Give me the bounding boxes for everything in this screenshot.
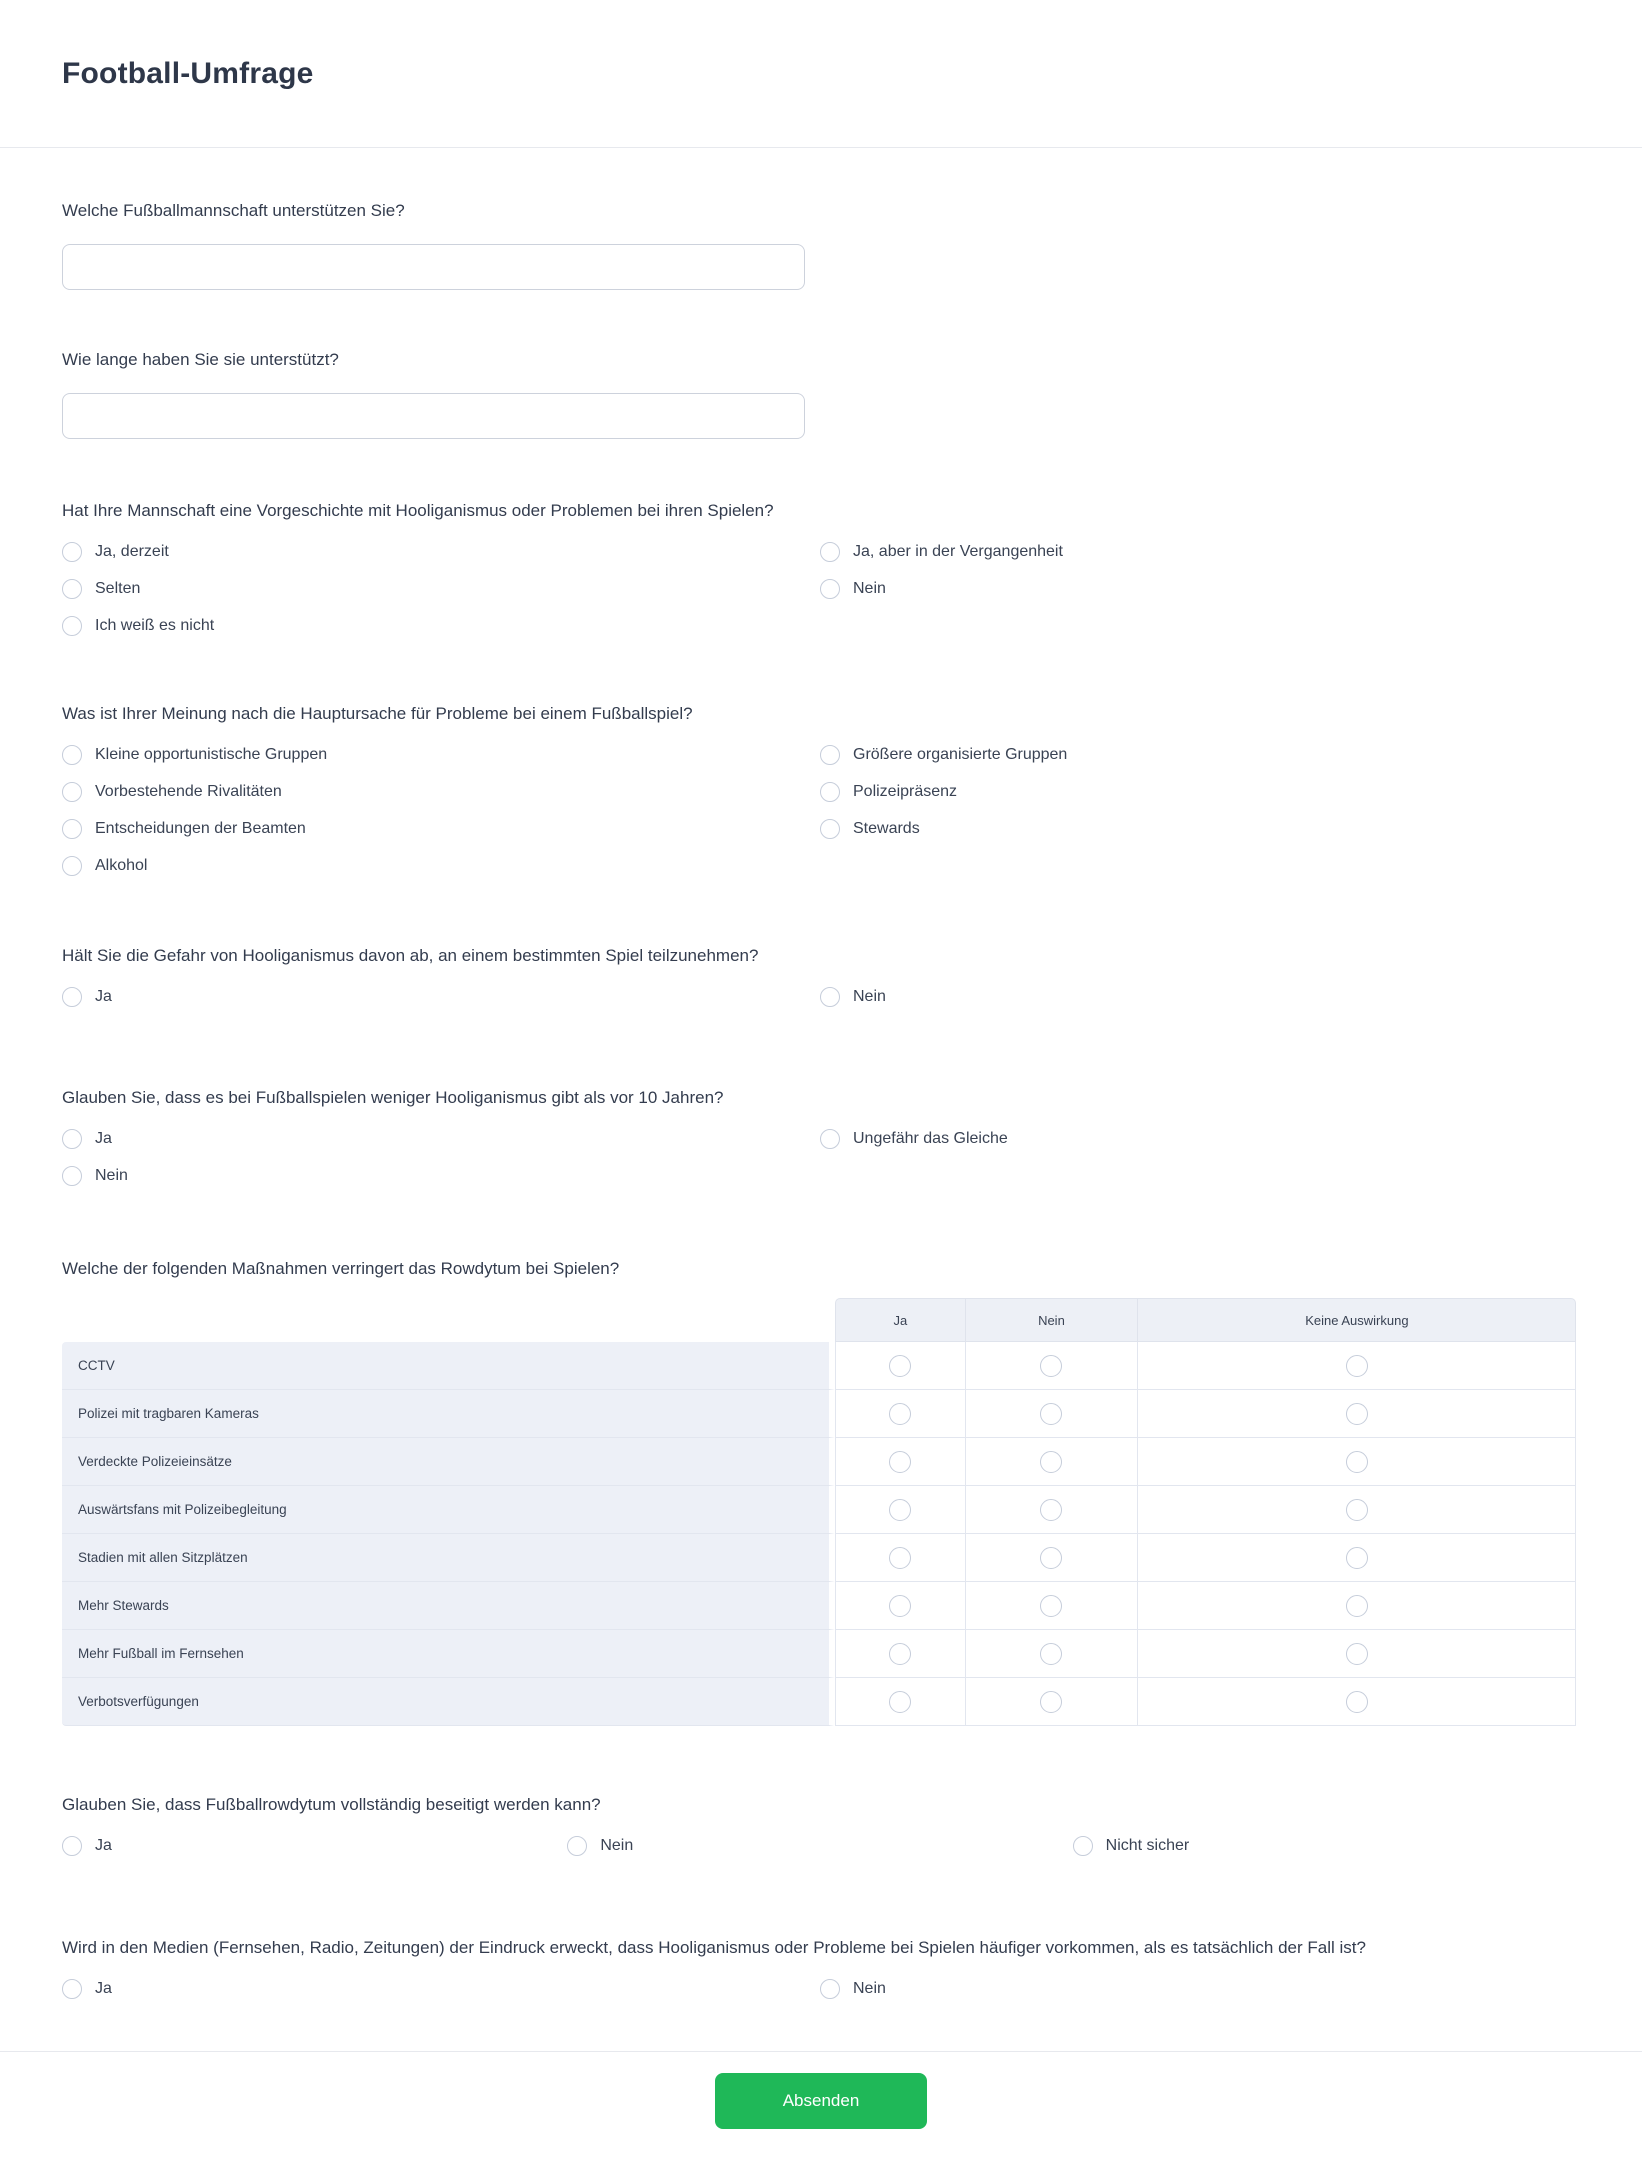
radio-icon[interactable] [62,542,82,562]
radio-group [62,987,1578,1007]
question-label: Was ist Ihrer Meinung nach die Hauptursache für Probleme bei einem Fußballspiel? [62,704,693,723]
question-media [62,1934,1578,1999]
matrix-cell-nein [966,1438,1139,1486]
radio-icon[interactable] [1346,1499,1368,1521]
radio-option-ja[interactable] [62,1979,112,1999]
radio-option-label: Größere organisierte Gruppen [853,746,1068,763]
radio-icon[interactable] [820,745,840,765]
radio-option-label: Alkohol [95,857,148,874]
question-label: Welche der folgenden Maßnahmen verringert das Rowdytum bei Spielen? [62,1259,620,1278]
question-label: Glauben Sie, dass es bei Fußballspielen weniger Hooliganismus gibt als vor 10 Jahren? [62,1088,724,1107]
radio-option-label: Stewards [853,820,920,837]
matrix-row-cctv [62,1342,1578,1390]
question-label: Glauben Sie, dass Fußballrowdytum vollständig beseitigt werden kann? [62,1795,601,1814]
radio-option-alkohol[interactable] [62,856,147,876]
matrix-row-label: Verbotsverfügungen [62,1678,835,1726]
radio-option-polizeipraesenz[interactable] [820,782,957,802]
question-label: Welche Fußballmannschaft unterstützen Sie? [62,201,405,220]
radio-icon[interactable] [1346,1595,1368,1617]
radio-icon[interactable] [62,987,82,1007]
question-label: Wird in den Medien (Fernsehen, Radio, Zeitungen) der Eindruck erweckt, dass Hooliganismus oder Probleme bei Spielen häufiger vorkommen, als es tatsächlich der Fall ist? [62,1938,1366,1957]
radio-icon[interactable] [1346,1691,1368,1713]
radio-icon[interactable] [1346,1403,1368,1425]
matrix-row-verbotsverfuegungen [62,1678,1578,1726]
matrix-cell-keine-auswirkung [1138,1342,1576,1390]
radio-option-ja-vergangenheit[interactable] [820,542,1063,562]
radio-option-label: Ja [95,1980,112,1997]
radio-icon[interactable] [1346,1355,1368,1377]
radio-icon[interactable] [889,1595,911,1617]
radio-option-label: Vorbestehende Rivalitäten [95,783,282,800]
question-team [62,197,1578,290]
radio-option-label: Ich weiß es nicht [95,617,215,634]
matrix-row-fernsehen [62,1630,1578,1678]
radio-icon[interactable] [889,1451,911,1473]
matrix-cell-keine-auswirkung [1138,1486,1576,1534]
radio-icon[interactable] [1040,1595,1062,1617]
radio-icon[interactable] [889,1643,911,1665]
radio-option-label: Nicht sicher [1105,1837,1190,1854]
matrix-column-header-ja: Ja [835,1298,965,1342]
radio-icon[interactable] [62,1836,82,1856]
matrix-column-header-keine-auswirkung: Keine Auswirkung [1138,1298,1576,1342]
question-history [62,497,1578,636]
radio-option-nein[interactable] [820,1979,886,1999]
radio-option-groessere-gruppen[interactable] [820,745,1067,765]
submit-button[interactable]: Absenden [715,2073,927,2129]
radio-option-label: Nein [600,1837,634,1854]
question-cause [62,700,1578,876]
radio-icon[interactable] [1040,1355,1062,1377]
matrix-row-mehr-stewards [62,1582,1578,1630]
matrix-row-label: Verdeckte Polizeieinsätze [62,1438,835,1486]
radio-option-label: Nein [853,988,886,1005]
radio-option-ungefaehr-gleich[interactable] [820,1129,1008,1149]
matrix-cell-ja [835,1342,965,1390]
matrix-row-verdeckte-einsaetze [62,1438,1578,1486]
matrix-cell-ja [835,1438,965,1486]
matrix-cell-ja [835,1630,965,1678]
radio-option-label: Selten [95,580,141,597]
radio-icon[interactable] [1040,1643,1062,1665]
radio-icon[interactable] [1346,1643,1368,1665]
radio-icon[interactable] [1040,1691,1062,1713]
radio-group [62,1979,1578,1999]
question-less-hooliganism [62,1084,1578,1186]
radio-icon[interactable] [820,542,840,562]
radio-icon[interactable] [1073,1836,1093,1856]
matrix-cell-nein [966,1678,1139,1726]
question-label: Hat Ihre Mannschaft eine Vorgeschichte mit Hooliganismus oder Problemen bei ihren Spielen? [62,501,774,520]
page-header [0,0,1642,148]
radio-icon[interactable] [62,856,82,876]
radio-option-nein[interactable] [567,1836,633,1856]
radio-icon[interactable] [62,616,82,636]
radio-icon[interactable] [62,1166,82,1186]
radio-icon[interactable] [820,987,840,1007]
radio-option-weiss-nicht[interactable] [62,616,214,636]
page-title: Football-Umfrage [62,56,314,90]
radio-icon[interactable] [1346,1547,1368,1569]
radio-option-selten[interactable] [62,579,140,599]
survey-form [0,148,1642,1999]
matrix-cell-ja [835,1486,965,1534]
radio-option-ja-derzeit[interactable] [62,542,169,562]
radio-icon[interactable] [62,1979,82,1999]
matrix-cell-keine-auswirkung [1138,1390,1576,1438]
radio-icon[interactable] [889,1499,911,1521]
radio-icon[interactable] [889,1403,911,1425]
matrix-header-spacer [62,1298,835,1342]
duration-input[interactable] [62,393,805,439]
radio-icon[interactable] [820,1129,840,1149]
radio-option-label: Ja, derzeit [95,543,169,560]
radio-option-ja[interactable] [62,1129,112,1149]
radio-option-label: Entscheidungen der Beamten [95,820,306,837]
radio-option-nein[interactable] [62,1166,128,1186]
matrix-cell-ja [835,1582,965,1630]
radio-icon[interactable] [1040,1547,1062,1569]
question-measures [62,1255,1578,1726]
matrix-cell-keine-auswirkung [1138,1582,1576,1630]
radio-icon[interactable] [62,782,82,802]
radio-icon[interactable] [1346,1451,1368,1473]
matrix-cell-nein [966,1486,1139,1534]
matrix-cell-nein [966,1582,1139,1630]
matrix-cell-keine-auswirkung [1138,1438,1576,1486]
matrix-header-row [62,1298,1578,1342]
matrix-table [62,1298,1578,1726]
radio-option-entscheidungen-beamten[interactable] [62,819,306,839]
team-input[interactable] [62,244,805,290]
matrix-row-label: Auswärtsfans mit Polizeibegleitung [62,1486,835,1534]
radio-option-label: Ja [95,1130,112,1147]
radio-option-label: Ja [95,988,112,1005]
question-duration [62,346,1578,439]
matrix-cell-nein [966,1534,1139,1582]
radio-icon[interactable] [62,819,82,839]
matrix-row-label: Polizei mit tragbaren Kameras [62,1390,835,1438]
radio-icon[interactable] [820,782,840,802]
matrix-row-label: Stadien mit allen Sitzplätzen [62,1534,835,1582]
matrix-column-header-nein: Nein [966,1298,1139,1342]
matrix-row-label: CCTV [62,1342,835,1390]
radio-option-label: Kleine opportunistische Gruppen [95,746,328,763]
matrix-cell-nein [966,1342,1139,1390]
radio-icon[interactable] [62,579,82,599]
radio-group [62,1129,1578,1186]
radio-icon[interactable] [889,1691,911,1713]
radio-icon[interactable] [1040,1499,1062,1521]
radio-icon[interactable] [62,745,82,765]
matrix-cell-ja [835,1678,965,1726]
radio-option-stewards[interactable] [820,819,920,839]
matrix-cell-ja [835,1390,965,1438]
radio-icon[interactable] [820,579,840,599]
radio-group [62,542,1578,636]
radio-icon[interactable] [820,819,840,839]
radio-option-rivalitaeten[interactable] [62,782,282,802]
matrix-row-sitzplaetze [62,1534,1578,1582]
matrix-cell-keine-auswirkung [1138,1678,1576,1726]
matrix-row-kameras [62,1390,1578,1438]
radio-option-kleine-gruppen[interactable] [62,745,327,765]
radio-option-label: Ja [95,1837,112,1854]
matrix-cell-keine-auswirkung [1138,1630,1576,1678]
question-eliminate [62,1791,1578,1856]
radio-icon[interactable] [62,1129,82,1149]
radio-option-label: Ja, aber in der Vergangenheit [853,543,1063,560]
matrix-cell-nein [966,1630,1139,1678]
question-label: Hält Sie die Gefahr von Hooliganismus davon ab, an einem bestimmten Spiel teilzunehmen? [62,946,759,965]
matrix-cell-keine-auswirkung [1138,1534,1576,1582]
radio-icon[interactable] [567,1836,587,1856]
matrix-row-label: Mehr Stewards [62,1582,835,1630]
radio-group [62,1836,1578,1856]
matrix-cell-ja [835,1534,965,1582]
radio-option-label: Ungefähr das Gleiche [853,1130,1008,1147]
radio-option-label: Nein [853,580,886,597]
radio-option-label: Polizeipräsenz [853,783,958,800]
radio-option-label: Nein [853,1980,886,1997]
question-deterrence [62,942,1578,1007]
radio-option-nicht-sicher[interactable] [1073,1836,1190,1856]
radio-option-label: Nein [95,1167,128,1184]
radio-icon[interactable] [889,1547,911,1569]
radio-option-nein[interactable] [820,579,886,599]
radio-option-nein[interactable] [820,987,886,1007]
radio-option-ja[interactable] [62,987,112,1007]
form-footer [0,2051,1642,2178]
radio-icon[interactable] [820,1979,840,1999]
radio-icon[interactable] [889,1355,911,1377]
radio-group [62,745,1578,876]
matrix-cell-nein [966,1390,1139,1438]
radio-icon[interactable] [1040,1403,1062,1425]
matrix-body [62,1342,1578,1726]
matrix-row-auswaertsfans [62,1486,1578,1534]
radio-icon[interactable] [1040,1451,1062,1473]
radio-option-ja[interactable] [62,1836,112,1856]
matrix-row-label: Mehr Fußball im Fernsehen [62,1630,835,1678]
question-label: Wie lange haben Sie sie unterstützt? [62,350,339,369]
